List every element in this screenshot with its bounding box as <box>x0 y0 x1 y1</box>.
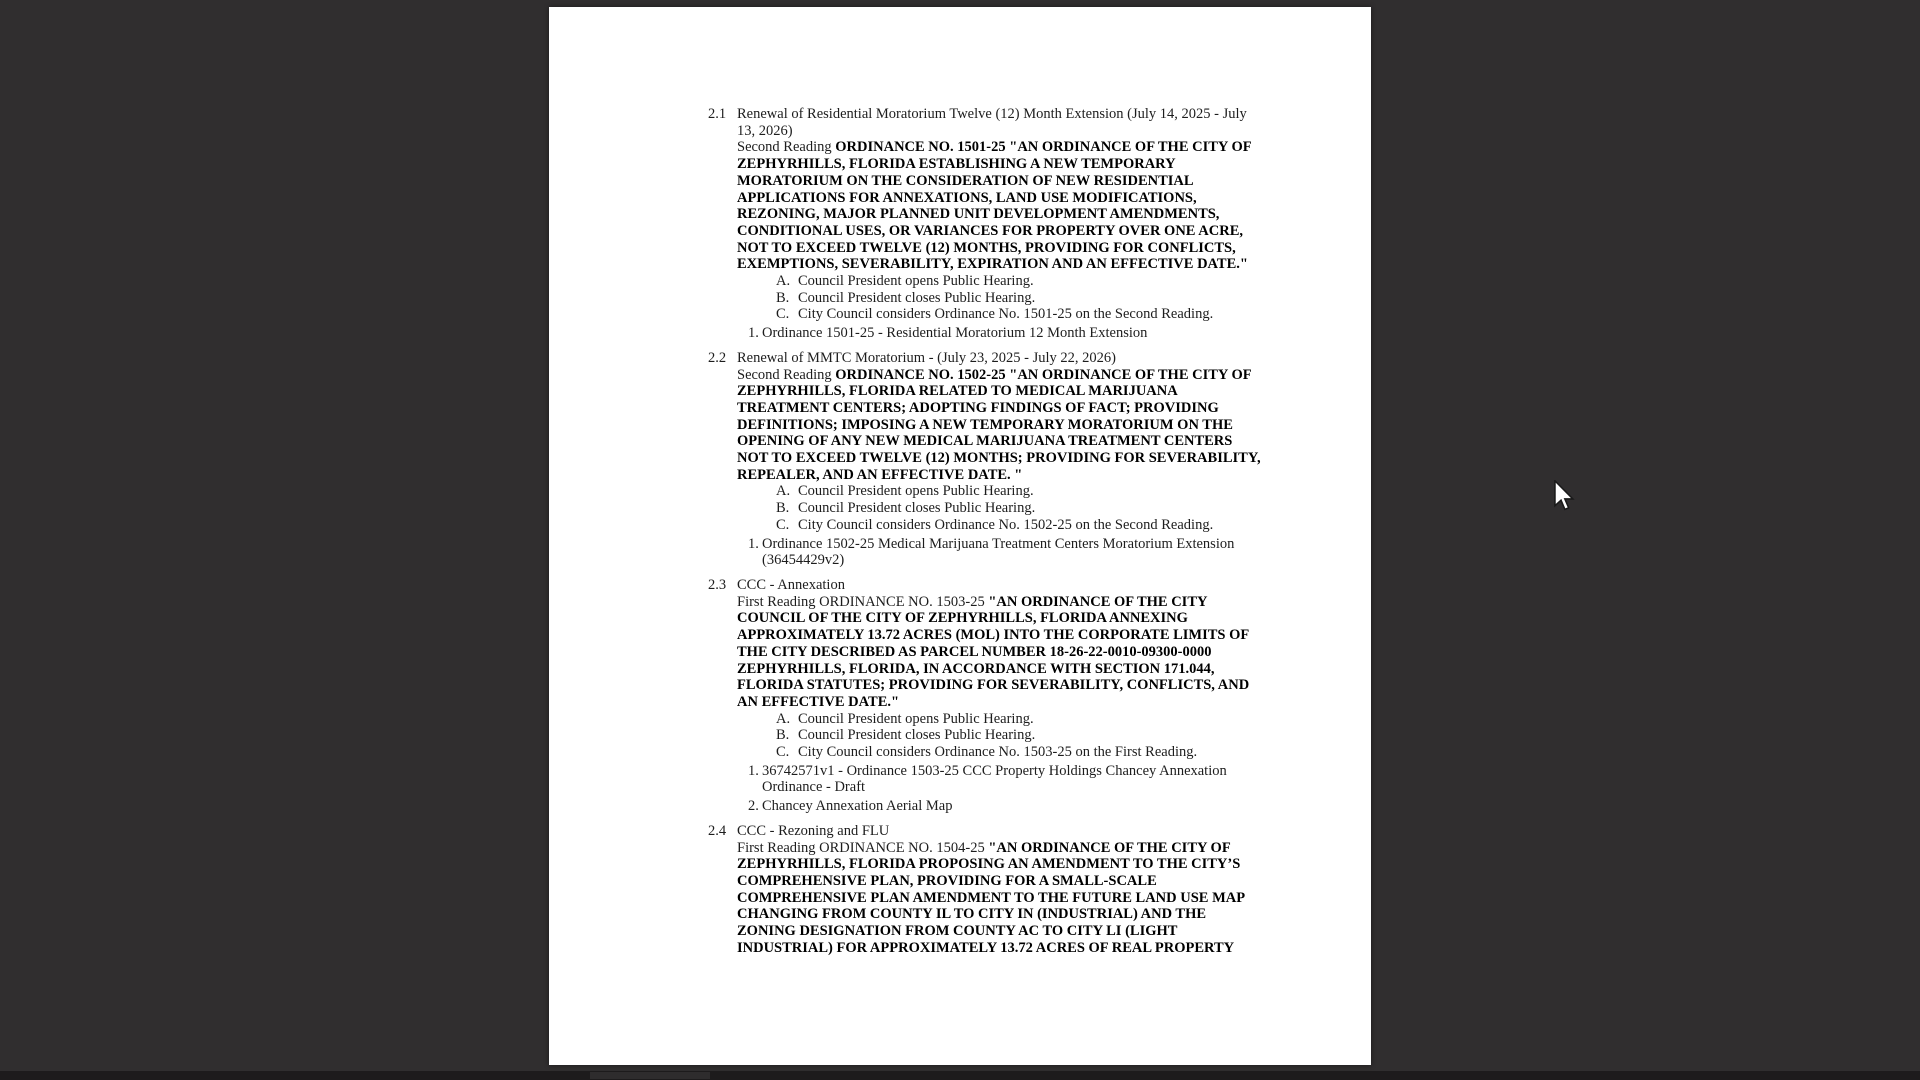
section-title: CCC - Rezoning and FLU <box>737 822 890 839</box>
hearing-step <box>737 500 1264 517</box>
attachment-text: Ordinance 1502-25 Medical Marijuana Treatment Centers Moratorium Extension (36454429v2) <box>762 535 1235 569</box>
section-title: CCC - Annexation <box>737 576 845 593</box>
list-marker: A. <box>776 483 791 500</box>
section-number: 2.3 <box>708 576 727 593</box>
hearing-step-text: City Council considers Ordinance No. 1501-25 on the Second Reading. <box>798 306 1214 323</box>
hearing-step <box>737 306 1264 323</box>
hearing-step <box>737 483 1264 500</box>
attachment-item <box>737 763 1264 796</box>
section-title: Renewal of Residential Moratorium Twelve (12) Month Extension (July 14, 2025 - July 13, 2026) <box>737 106 1247 139</box>
attachment-item <box>737 536 1264 569</box>
list-marker: 1. <box>748 535 759 552</box>
list-marker: B. <box>776 727 790 744</box>
reading-prefix: Second Reading <box>737 139 836 156</box>
list-marker: 1. <box>748 325 759 342</box>
hearing-step <box>737 290 1264 307</box>
section-content <box>737 106 1264 342</box>
ordinance-text: "AN ORDINANCE OF THE CITY OF ZEPHYRHILLS, FLORIDA PROPOSING AN AMENDMENT TO THE CITY’S COMPREHENSIVE PLAN, PROVIDING FOR A SMALL-SCALE COMPREHENSIVE PLAN AMENDMENT TO THE FUTURE LAND USE MAP CHANGING FROM COUNTY IL TO CITY IN (INDUSTRIAL) AND THE ZONING DESIGNATION FROM COUNTY AC TO CITY LI (LIGHT INDUSTRIAL) FOR APPROXIMATELY 13.72 ACRES OF REAL PROPERTY <box>737 839 1245 956</box>
ordinance-paragraph <box>737 367 1264 484</box>
bottom-scrollbar-track[interactable] <box>0 1071 1920 1080</box>
list-marker: B. <box>776 289 790 306</box>
hearing-step <box>737 517 1264 534</box>
hearing-step <box>737 711 1264 728</box>
list-marker: A. <box>776 273 791 290</box>
attachment-text: 36742571v1 - Ordinance 1503-25 CCC Property Holdings Chancey Annexation Ordinance - Draft <box>762 762 1227 796</box>
section-number: 2.4 <box>708 822 727 839</box>
hearing-step <box>737 273 1264 290</box>
agenda-section <box>708 823 1264 957</box>
hearing-step-text: Council President closes Public Hearing. <box>798 500 1036 517</box>
section-content <box>737 823 1264 957</box>
document-page <box>549 7 1371 1065</box>
list-marker: C. <box>776 744 790 761</box>
list-marker: C. <box>776 516 790 533</box>
list-marker: A. <box>776 710 791 727</box>
ordinance-paragraph <box>737 139 1264 273</box>
mouse-cursor-icon <box>1554 480 1575 513</box>
reading-prefix: First Reading ORDINANCE NO. 1503-25 <box>737 593 989 610</box>
list-marker: 2. <box>748 798 759 815</box>
hearing-step <box>737 744 1264 761</box>
ordinance-text: ORDINANCE NO. 1501-25 "AN ORDINANCE OF THE CITY OF ZEPHYRHILLS, FLORIDA ESTABLISHING A NEW TEMPORARY MORATORIUM ON THE CONSIDERATION OF NEW RESIDENTIAL APPLICATIONS FOR ANNEXATIONS, LAND USE MODIFICATIONS, REZONING, MAJOR PLANNED UNIT DEVELOPMENT AMENDMENTS, CONDITIONAL USES, OR VARIANCES FOR PROPERTY OVER ONE ACRE, NOT TO EXCEED TWELVE (12) MONTHS, PROVIDING FOR CONFLICTS, EXEMPTIONS, SEVERABILITY, EXPIRATION AND AN EFFECTIVE DATE." <box>737 139 1252 273</box>
ordinance-text: ORDINANCE NO. 1502-25 "AN ORDINANCE OF THE CITY OF ZEPHYRHILLS, FLORIDA RELATED TO MEDICAL MARIJUANA TREATMENT CENTERS; ADOPTING FINDINGS OF FACT; PROVIDING DEFINITIONS; IMPOSING A NEW TEMPORARY MORATORIUM ON THE OPENING OF ANY NEW MEDICAL MARIJUANA TREATMENT CENTERS NOT TO EXCEED TWELVE (12) MONTHS; PROVIDING FOR SEVERABILITY, REPEALER, AND AN EFFECTIVE DATE. " <box>737 366 1261 483</box>
reading-prefix: First Reading ORDINANCE NO. 1504-25 <box>737 839 989 856</box>
scrollbar-thumb[interactable] <box>590 1072 710 1079</box>
agenda-section <box>708 350 1264 569</box>
section-content <box>737 577 1264 815</box>
hearing-step-text: City Council considers Ordinance No. 1503-25 on the First Reading. <box>798 744 1198 761</box>
ordinance-paragraph <box>737 594 1264 711</box>
list-marker: C. <box>776 306 790 323</box>
hearing-step-text: Council President closes Public Hearing. <box>798 289 1036 306</box>
hearing-step-text: Council President closes Public Hearing. <box>798 727 1036 744</box>
reading-prefix: Second Reading <box>737 366 836 383</box>
hearing-step-text: City Council considers Ordinance No. 1502-25 on the Second Reading. <box>798 516 1214 533</box>
section-number: 2.1 <box>708 106 727 122</box>
attachment-item <box>737 325 1264 342</box>
ordinance-text: "AN ORDINANCE OF THE CITY COUNCIL OF THE CITY OF ZEPHYRHILLS, FLORIDA ANNEXING APPROXIMATELY 13.72 ACRES (MOL) INTO THE CORPORATE LIMITS OF THE CITY DESCRIBED AS PARCEL NUMBER 18-26-22-0010-09300-0000 ZEPHYRHILLS, FLORIDA, IN ACCORDANCE WITH SECTION 171.044, FLORIDA STATUTES; PROVIDING FOR SEVERABILITY, CONFLICTS, AND AN EFFECTIVE DATE." <box>737 593 1250 710</box>
hearing-step <box>737 727 1264 744</box>
agenda-document <box>708 106 1264 956</box>
attachment-text: Chancey Annexation Aerial Map <box>762 798 953 815</box>
attachment-text: Ordinance 1501-25 - Residential Moratorium 12 Month Extension <box>762 325 1148 342</box>
section-number: 2.2 <box>708 349 727 366</box>
section-title: Renewal of MMTC Moratorium - (July 23, 2025 - July 22, 2026) <box>737 349 1116 366</box>
list-marker: B. <box>776 500 790 517</box>
agenda-section <box>708 577 1264 815</box>
section-content <box>737 350 1264 569</box>
agenda-section <box>708 106 1264 342</box>
hearing-step-text: Council President opens Public Hearing. <box>798 273 1034 290</box>
attachment-item <box>737 798 1264 815</box>
hearing-step-text: Council President opens Public Hearing. <box>798 483 1034 500</box>
list-marker: 1. <box>748 762 759 779</box>
ordinance-paragraph <box>737 840 1264 957</box>
hearing-step-text: Council President opens Public Hearing. <box>798 710 1034 727</box>
